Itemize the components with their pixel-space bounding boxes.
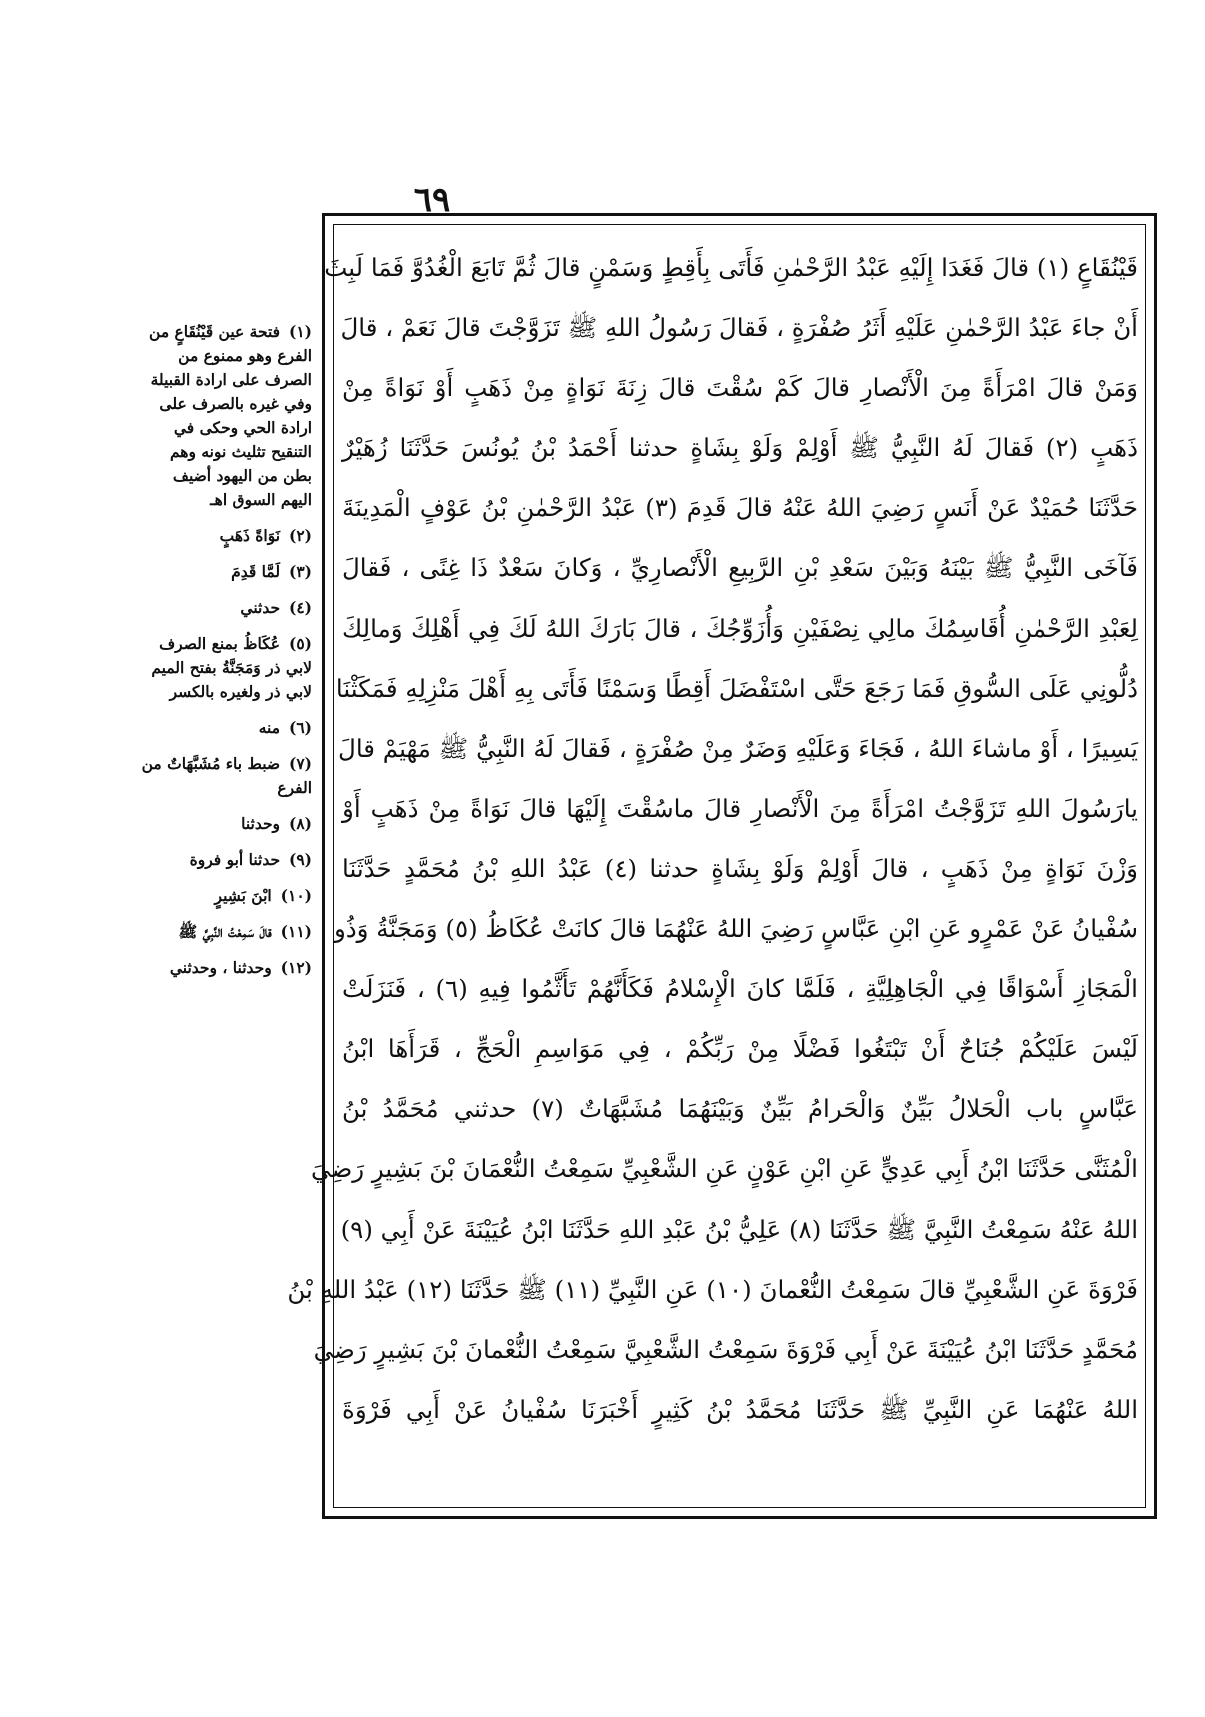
margin-note-text: فتحة عين قَيْنُقَاعٍ من الفرع وهو ممنوع من الصرف على ارادة القبيلة وفي غيره بالصرف على ارادة الحي وحكى في التنقيح تثليث نونه وهم بطن من اليهود أضيف اليهم السوق اهـ [149,322,312,509]
margin-note [138,920,312,944]
text-line: الْمَجَازِ أَسْوَاقًا فِي الْجَاهِلِيَّةِ ، فَلَمَّا كانَ الْإِسْلامُ فَكَأَنَّهُمْ تَأَثَّمُوا فِيهِ (٦) ، فَنَزَلَتْ [342,974,1138,1004]
margin-note-number: (٧) [288,754,312,773]
margin-note-text: وحدثنا ، وحدثني [169,958,272,977]
text-line: فَرْوَةَ عَنِ الشَّعْبِيِّ قالَ سَمِعْتُ النُّعْمانَ (١٠) عَنِ النَّبِيِّ (١١) ﷺ حَدَّثَنَا (١٢) عَبْدُ اللهِ بْنُ [287,1274,1138,1304]
text-line: دُلُّونِي عَلَى السُّوقِ فَمَا رَجَعَ حَتَّى اسْتَفْضَلَ أَقِطًا وَسَمْنًا فَأَتَى بِهِ أَهْلَ مَنْزِلِهِ فَمَكَثْنَا [335,673,1138,703]
margin-note [138,752,312,800]
margin-note [138,884,312,908]
margin-note-number: (١) [288,322,312,341]
main-text-block [287,238,1139,1500]
margin-note-number: (٩) [288,850,312,869]
margin-note-text: ابْنَ بَشِيرٍ [214,886,272,905]
page-number: ٦٩ [413,180,451,220]
text-line: قَيْنُقَاعٍ (١) قالَ فَغَدَا إِلَيْهِ عَبْدُ الرَّحْمٰنِ فَأَتَى بِأَقِطٍ وَسَمْنٍ قالَ ثُمَّ تَابَعَ الْغُدُوَّ فَمَا لَبِثَ [324,253,1138,282]
margin-note [138,632,312,704]
text-line: لِعَبْدِ الرَّحْمٰنِ أُقَاسِمُكَ مالِي نِصْفَيْنِ وَأُزَوِّجُكَ ، قالَ بَارَكَ اللهُ لَكَ فِي أَهْلِكَ وَمالِكَ [342,613,1138,643]
margin-notes [138,320,312,992]
margin-note-number: (٦) [288,718,312,737]
text-line: اللهُ عَنْهُ سَمِعْتُ النَّبِيَّ ﷺ حَدَّثَنَا (٨) عَلِيُّ بْنُ عَبْدِ اللهِ حَدَّثَنَا ابْنُ عُيَيْنَةَ عَنْ أَبِي (٩) [340,1214,1138,1244]
margin-note-number: (١٢) [280,958,312,977]
margin-note [138,716,312,740]
margin-note-text: قالَ سَمِعْتُ النَّبِيَّ ﷺ [178,922,272,941]
text-line: يَسِيرًا ، أَوْ ماشاءَ اللهُ ، فَجَاءَ وَعَلَيْهِ وَضَرٌ مِنْ صُفْرَةٍ ، فَقالَ لَهُ النَّبِيُّ ﷺ مَهْيَمْ قالَ [338,733,1138,763]
text-line: حَدَّثَنَا حُمَيْدٌ عَنْ أَنَسٍ رَضِيَ اللهُ عَنْهُ قالَ قَدِمَ (٣) عَبْدُ الرَّحْمٰنِ بْنُ عَوْفٍ الْمَدِينَةَ [342,493,1138,523]
margin-note [138,560,312,584]
text-line: لَيْسَ عَلَيْكُمْ جُنَاحٌ أَنْ تَبْتَغُوا فَضْلًا مِنْ رَبِّكُمْ ، فِي مَوَاسِمِ الْحَجِّ ، قَرَأَهَا ابْنُ [342,1034,1138,1064]
margin-note-text: حدثنا أبو فروة [189,850,281,869]
margin-note [138,320,312,512]
text-line: فَآخَى النَّبِيُّ ﷺ بَيْنَهُ وَبَيْنَ سَعْدِ بْنِ الرَّبِيعِ الْأَنْصارِيِّ ، وَكانَ سَعْدٌ ذَا غِنًى ، فَقالَ [342,553,1138,583]
margin-note-number: (٨) [288,814,312,833]
margin-note [138,812,312,836]
text-line: يارَسُولَ اللهِ تَزَوَّجْتُ امْرَأَةً مِنَ الْأَنْصارِ قالَ ماسُقْتَ إِلَيْهَا قالَ نَوَاةً مِنْ ذَهَبٍ أَوْ [342,793,1138,823]
text-line: ذَهَبٍ (٢) فَقالَ لَهُ النَّبِيُّ ﷺ أَوْلِمْ وَلَوْ بِشَاةٍ حدثنا أَحْمَدُ بْنُ يُونُسَ حَدَّثَنَا زُهَيْرٌ [342,433,1139,463]
text-line: وَمَنْ قالَ امْرَأَةً مِنَ الْأَنْصارِ قالَ كَمْ سُقْتَ قالَ زِنَةَ نَوَاةٍ مِنْ ذَهَبٍ أَوْ نَوَاةً مِنْ [342,373,1138,403]
margin-note [138,956,312,980]
margin-note [138,848,312,872]
text-line: عَبَّاسٍ باب الْحَلالُ بَيِّنٌ وَالْحَرامُ بَيِّنٌ وَبَيْنَهُمَا مُشَبَّهَاتٌ (٧) حدثني مُحَمَّدُ بْنُ [342,1094,1138,1124]
text-line: أَنْ جاءَ عَبْدُ الرَّحْمٰنِ عَلَيْهِ أَثَرُ صُفْرَةٍ ، فَقالَ رَسُولُ اللهِ ﷺ تَزَوَّجْتَ قالَ نَعَمْ ، قالَ [340,313,1138,343]
text-line: الْمُثَنَّى حَدَّثَنَا ابْنُ أَبِي عَدِيٍّ عَنِ ابْنِ عَوْنٍ عَنِ الشَّعْبِيِّ سَمِعْتُ النُّعْمَانَ بْنَ بَشِيرٍ رَضِيَ [311,1154,1138,1184]
margin-note-number: (٥) [288,634,312,653]
margin-note-text: نَوَاةً ذَهَبٍ [219,526,281,545]
margin-note-number: (١١) [280,922,312,941]
margin-note [138,596,312,620]
margin-note-number: (٤) [288,598,312,617]
margin-note-text: وحدثنا [241,814,281,833]
text-line: وَزْنَ نَوَاةٍ مِنْ ذَهَبٍ ، قالَ أَوْلِمْ وَلَوْ بِشَاةٍ حدثنا (٤) عَبْدُ اللهِ بْنُ مُحَمَّدٍ حَدَّثَنَا [342,853,1138,883]
margin-note [138,524,312,548]
text-line: مُحَمَّدٍ حَدَّثَنَا ابْنُ عُيَيْنَةَ عَنْ أَبِي فَرْوَةَ سَمِعْتُ الشَّعْبِيَّ سَمِعْتُ النُّعْمانَ بْنَ بَشِيرٍ رَضِيَ [313,1334,1138,1364]
margin-note-text: حدثني [240,598,281,617]
margin-note-text: منه [258,718,281,737]
text-line: سُفْيانُ عَنْ عَمْرٍو عَنِ ابْنِ عَبَّاسٍ رَضِيَ اللهُ عَنْهُمَا قالَ كانَتْ عُكَاظُ (٥) وَمَجَنَّةُ وَذُو [333,914,1138,944]
margin-note-number: (١٠) [280,886,312,905]
margin-note-text: عُكَاظُ بمنع الصرف لابي ذر وَمَجَنَّةُ بفتح الميم لابي ذر ولغيره بالكسر [151,634,312,701]
margin-note-number: (٣) [288,562,312,581]
text-line: اللهُ عَنْهُمَا عَنِ النَّبِيِّ ﷺ حَدَّثَنَا مُحَمَّدُ بْنُ كَثِيرٍ أَخْبَرَنَا سُفْيانُ عَنْ أَبِي فَرْوَةَ [342,1394,1138,1424]
margin-note-text: ضبط باء مُشَبَّهَاتٌ من الفرع [141,754,312,797]
margin-note-text: لَمَّا قَدِمَ [231,562,281,581]
margin-note-number: (٢) [288,526,312,545]
